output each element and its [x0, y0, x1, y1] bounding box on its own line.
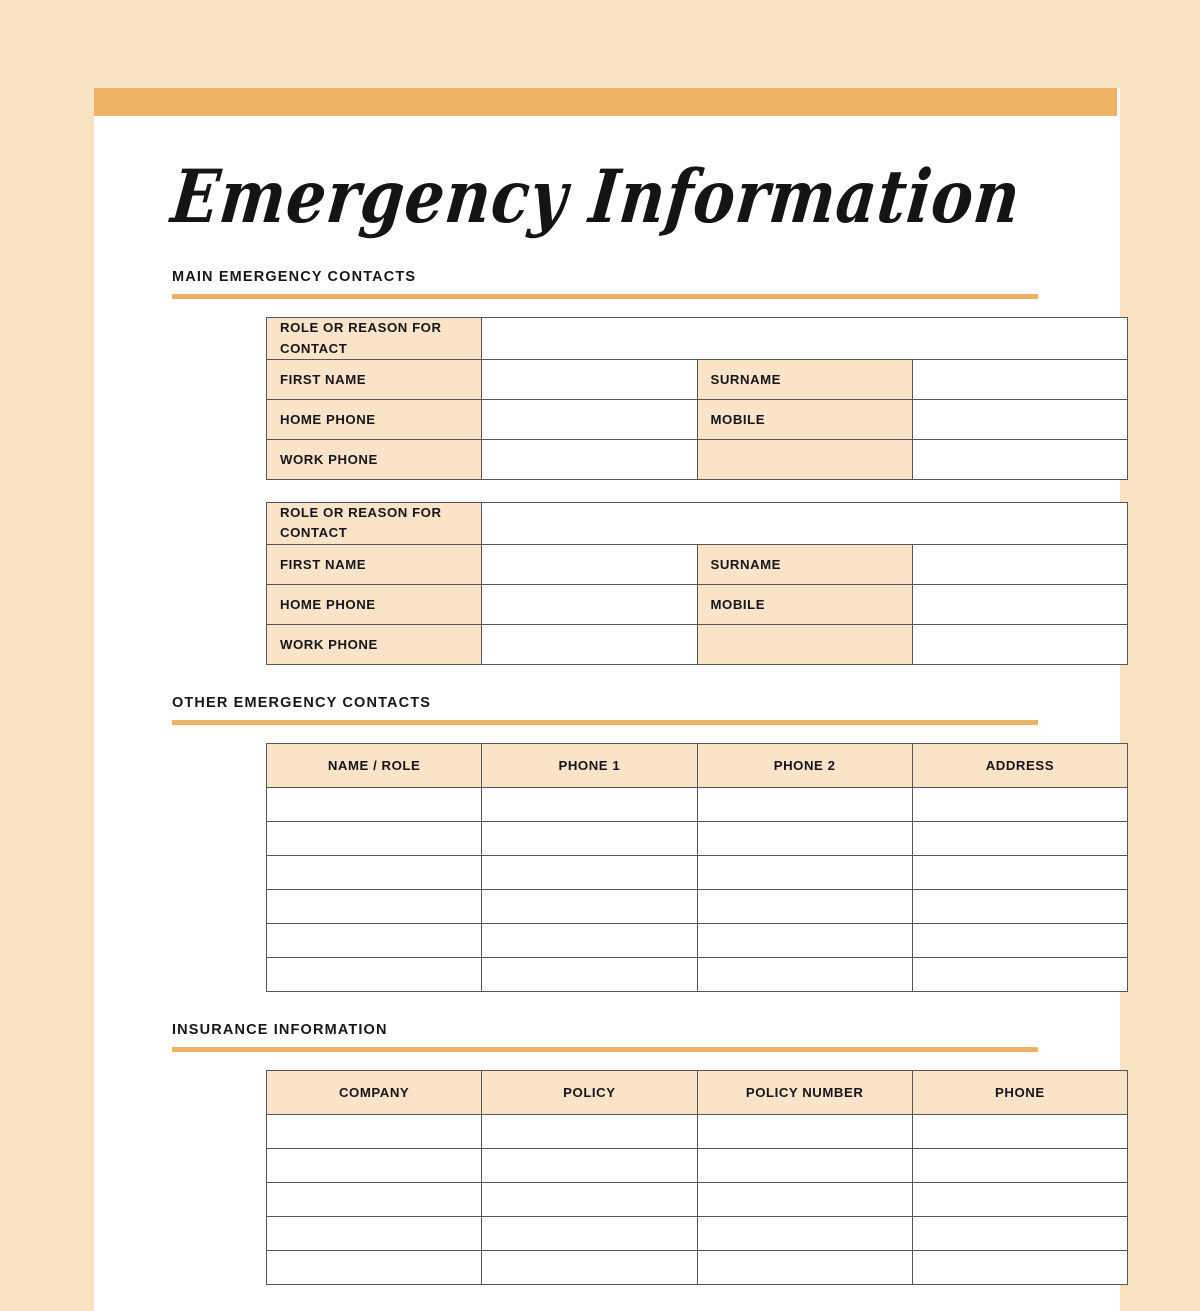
cell-phone-2[interactable] — [697, 889, 912, 923]
cell-company[interactable] — [267, 1182, 482, 1216]
cell-policy-number[interactable] — [697, 1250, 912, 1284]
cell-phone-1[interactable] — [482, 821, 697, 855]
table-header-row — [267, 1070, 1128, 1114]
table-row — [267, 503, 1128, 545]
cell-policy[interactable] — [482, 1182, 697, 1216]
cell-name-role[interactable] — [267, 957, 482, 991]
table-row — [267, 1114, 1128, 1148]
cell-policy-number[interactable] — [697, 1148, 912, 1182]
cell-address[interactable] — [912, 889, 1127, 923]
label-work-phone-1: WORK PHONE — [267, 440, 482, 480]
table-header-row — [267, 743, 1128, 787]
cell-name-role[interactable] — [267, 787, 482, 821]
accent-top-bar — [94, 88, 1117, 116]
section-heading-main-emergency-contacts: MAIN EMERGENCY CONTACTS — [172, 269, 417, 286]
table-row — [267, 821, 1128, 855]
label-role-or-reason-2: ROLE OR REASON FOR CONTACT — [267, 503, 482, 545]
cell-policy-number[interactable] — [697, 1182, 912, 1216]
table-row — [267, 624, 1128, 664]
sheet-content — [94, 153, 1120, 1311]
cell-address[interactable] — [912, 821, 1127, 855]
input-role-or-reason-2[interactable] — [482, 503, 1128, 545]
cell-name-role[interactable] — [267, 821, 482, 855]
input-home-phone-2[interactable] — [482, 584, 697, 624]
cell-company[interactable] — [267, 1148, 482, 1182]
cell-phone[interactable] — [912, 1114, 1127, 1148]
label-first-name-1: FIRST NAME — [267, 360, 482, 400]
section-rule-main — [172, 294, 1038, 299]
main-contact-block-2 — [266, 502, 1128, 665]
column-header-name-role: NAME / ROLE — [267, 743, 482, 787]
main-contact-block-1 — [266, 317, 1128, 480]
cell-name-role[interactable] — [267, 923, 482, 957]
table-row — [267, 1148, 1128, 1182]
column-header-phone-2: PHONE 2 — [697, 743, 912, 787]
cell-address[interactable] — [912, 957, 1127, 991]
label-blank-2 — [697, 624, 912, 664]
section-heading-insurance-information: INSURANCE INFORMATION — [172, 1021, 388, 1038]
cell-company[interactable] — [267, 1216, 482, 1250]
cell-phone-1[interactable] — [482, 787, 697, 821]
table-row — [267, 923, 1128, 957]
column-header-phone: PHONE — [912, 1070, 1127, 1114]
cell-phone[interactable] — [912, 1250, 1127, 1284]
table-row — [267, 855, 1128, 889]
block-spacer — [94, 480, 1120, 502]
input-work-phone-2[interactable] — [482, 624, 697, 664]
input-mobile-1[interactable] — [912, 400, 1127, 440]
section-rule-insurance — [172, 1047, 1038, 1052]
cell-phone[interactable] — [912, 1216, 1127, 1250]
input-mobile-2[interactable] — [912, 584, 1127, 624]
label-surname-2: SURNAME — [697, 544, 912, 584]
label-work-phone-2: WORK PHONE — [267, 624, 482, 664]
cell-policy[interactable] — [482, 1216, 697, 1250]
column-header-policy-number: POLICY NUMBER — [697, 1070, 912, 1114]
printable-sheet — [94, 88, 1120, 1311]
table-row — [267, 1216, 1128, 1250]
cell-name-role[interactable] — [267, 855, 482, 889]
cell-policy[interactable] — [482, 1148, 697, 1182]
table-row — [267, 544, 1128, 584]
table-row — [267, 957, 1128, 991]
bottom-spacer — [94, 1285, 1120, 1311]
cell-phone-2[interactable] — [697, 957, 912, 991]
cell-phone-1[interactable] — [482, 923, 697, 957]
cell-company[interactable] — [267, 1114, 482, 1148]
label-blank-1 — [697, 440, 912, 480]
cell-phone-2[interactable] — [697, 821, 912, 855]
input-surname-1[interactable] — [912, 360, 1127, 400]
cell-address[interactable] — [912, 923, 1127, 957]
column-header-company: COMPANY — [267, 1070, 482, 1114]
label-home-phone-1: HOME PHONE — [267, 400, 482, 440]
table-row — [267, 787, 1128, 821]
cell-phone-2[interactable] — [697, 923, 912, 957]
label-role-or-reason-1: ROLE OR REASON FOR CONTACT — [267, 318, 482, 360]
section-rule-other — [172, 720, 1038, 725]
cell-phone[interactable] — [912, 1148, 1127, 1182]
column-header-policy: POLICY — [482, 1070, 697, 1114]
label-mobile-2: MOBILE — [697, 584, 912, 624]
input-surname-2[interactable] — [912, 544, 1127, 584]
cell-policy-number[interactable] — [697, 1114, 912, 1148]
column-header-phone-1: PHONE 1 — [482, 743, 697, 787]
insurance-information-table — [266, 1070, 1128, 1285]
cell-phone-1[interactable] — [482, 889, 697, 923]
table-row — [267, 360, 1128, 400]
table-row — [267, 400, 1128, 440]
cell-phone-1[interactable] — [482, 957, 697, 991]
table-row — [267, 440, 1128, 480]
cell-policy-number[interactable] — [697, 1216, 912, 1250]
cell-phone-1[interactable] — [482, 855, 697, 889]
cell-phone-2[interactable] — [697, 855, 912, 889]
label-mobile-1: MOBILE — [697, 400, 912, 440]
input-home-phone-1[interactable] — [482, 400, 697, 440]
other-emergency-contacts-table — [266, 743, 1128, 992]
label-first-name-2: FIRST NAME — [267, 544, 482, 584]
table-row — [267, 1250, 1128, 1284]
label-surname-1: SURNAME — [697, 360, 912, 400]
section-heading-other-emergency-contacts: OTHER EMERGENCY CONTACTS — [172, 694, 432, 711]
page-title: Emergency Information — [167, 153, 1025, 240]
cell-address[interactable] — [912, 855, 1127, 889]
table-row — [267, 889, 1128, 923]
cell-name-role[interactable] — [267, 889, 482, 923]
input-first-name-1[interactable] — [482, 360, 697, 400]
cell-policy[interactable] — [482, 1114, 697, 1148]
input-first-name-2[interactable] — [482, 544, 697, 584]
input-work-phone-1[interactable] — [482, 440, 697, 480]
input-role-or-reason-1[interactable] — [482, 318, 1128, 360]
input-extra-2[interactable] — [912, 624, 1127, 664]
table-row — [267, 318, 1128, 360]
column-header-address: ADDRESS — [912, 743, 1127, 787]
cell-company[interactable] — [267, 1250, 482, 1284]
cell-policy[interactable] — [482, 1250, 697, 1284]
label-home-phone-2: HOME PHONE — [267, 584, 482, 624]
cell-phone[interactable] — [912, 1182, 1127, 1216]
input-extra-1[interactable] — [912, 440, 1127, 480]
cell-phone-2[interactable] — [697, 787, 912, 821]
cell-address[interactable] — [912, 787, 1127, 821]
table-row — [267, 1182, 1128, 1216]
table-row — [267, 584, 1128, 624]
